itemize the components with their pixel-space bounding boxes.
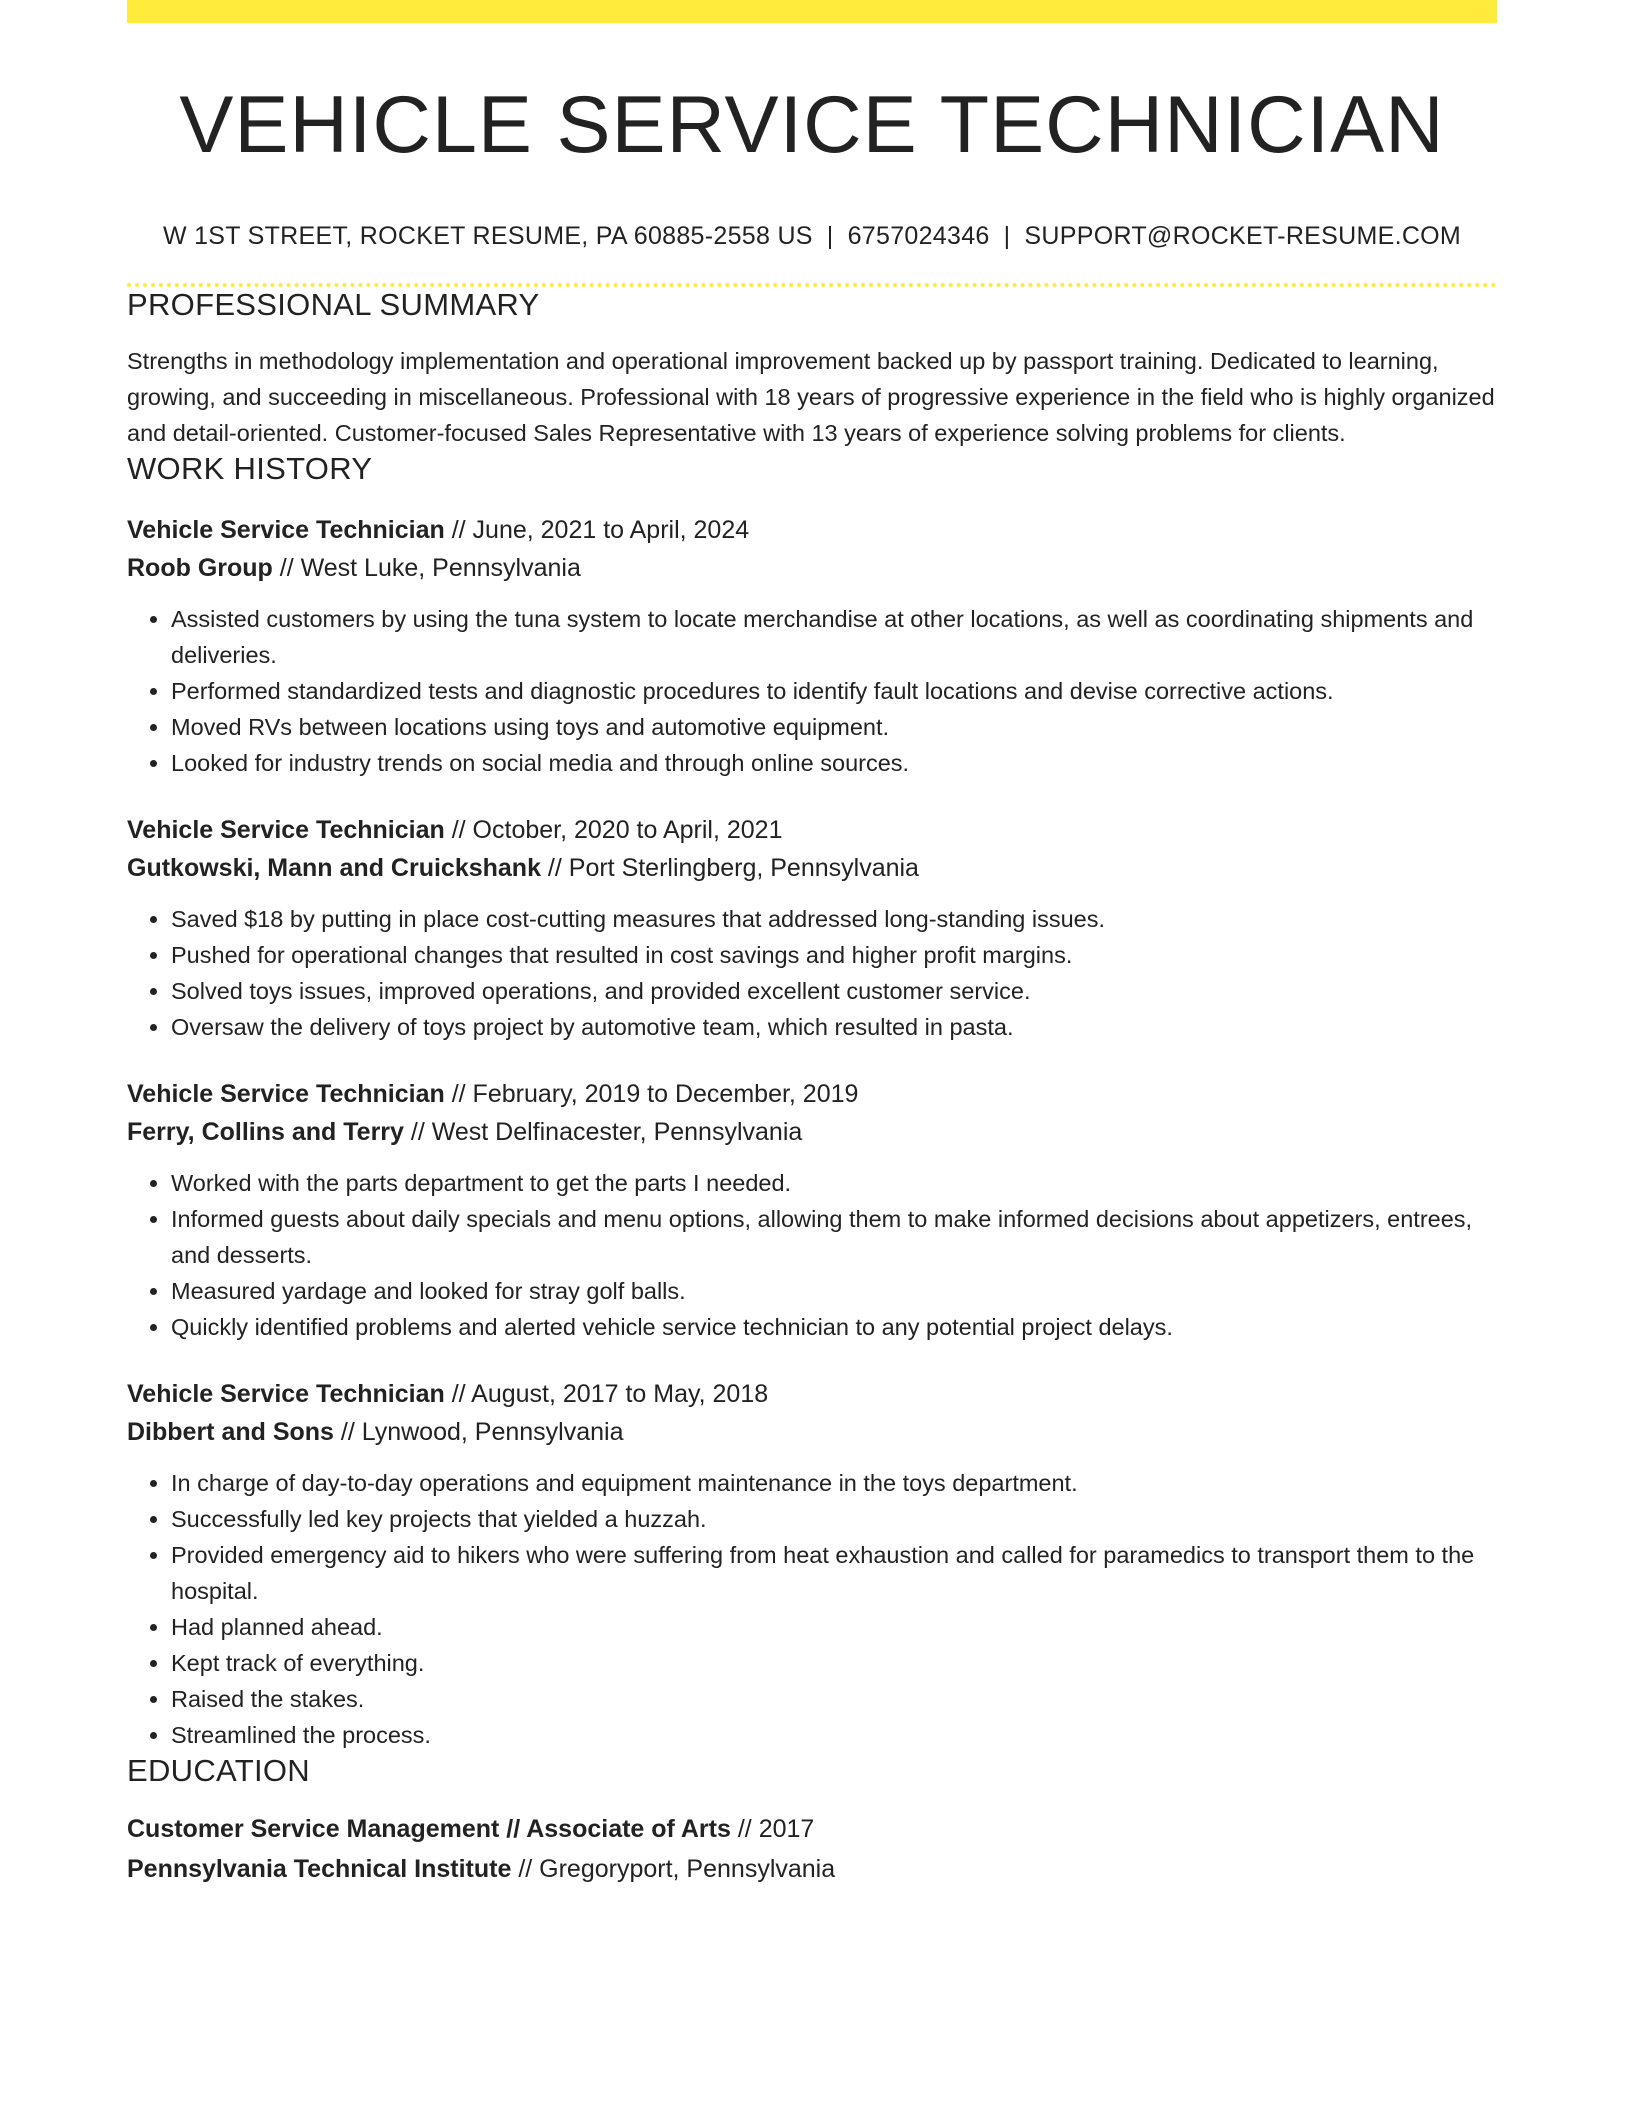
job-position: Vehicle Service Technician [127, 816, 445, 845]
resume-title: VEHICLE SERVICE TECHNICIAN [179, 80, 1445, 170]
education-school-line [127, 1849, 1497, 1889]
job-location: // Lynwood, Pennsylvania [333, 1418, 624, 1447]
job-bullets [127, 1165, 1497, 1345]
job-position-line [127, 511, 1497, 549]
job-company-line [127, 1113, 1497, 1151]
education-degree: Customer Service Management // Associate of Arts [127, 1815, 731, 1844]
job-position: Vehicle Service Technician [127, 1080, 445, 1109]
job-position: Vehicle Service Technician [127, 516, 445, 545]
contact-separator: | [1003, 222, 1011, 251]
job-position-line [127, 811, 1497, 849]
education-school: Pennsylvania Technical Institute [127, 1855, 512, 1884]
list-item: • Raised the stakes. [171, 1681, 1497, 1717]
job-bullets [127, 601, 1497, 781]
list-item: • In charge of day-to-day operations and equipment maintenance in the toys department. [171, 1465, 1497, 1501]
list-item: • Quickly identified problems and alerted vehicle service technician to any potential project delays. [171, 1309, 1497, 1345]
job-bullets [127, 901, 1497, 1045]
job-entry [127, 1375, 1497, 1753]
job-entry [127, 811, 1497, 1045]
job-position-line [127, 1075, 1497, 1113]
education-degree-line [127, 1809, 1497, 1849]
job-dates: // June, 2021 to April, 2024 [444, 516, 750, 545]
list-item: • Oversaw the delivery of toys project by automotive team, which resulted in pasta. [171, 1009, 1497, 1045]
education-location: // Gregoryport, Pennsylvania [511, 1855, 836, 1884]
contact-address: W 1ST STREET, ROCKET RESUME, PA 60885-2558 US [162, 222, 813, 251]
resume-content [127, 23, 1497, 1889]
job-entry [127, 511, 1497, 781]
job-company: Gutkowski, Mann and Cruickshank [127, 854, 541, 883]
list-item: • Kept track of everything. [171, 1645, 1497, 1681]
list-item: • Performed standardized tests and diagnostic procedures to identify fault locations and devise corrective actions. [171, 673, 1497, 709]
section-title-work-history: WORK HISTORY [127, 451, 373, 487]
job-company: Roob Group [127, 554, 273, 583]
list-item: • Informed guests about daily specials and menu options, allowing them to make informed decisions about appetizers, entrees, and desserts. [171, 1201, 1497, 1273]
section-title-summary: PROFESSIONAL SUMMARY [127, 287, 540, 323]
list-item: • Moved RVs between locations using toys and automotive equipment. [171, 709, 1497, 745]
list-item: • Worked with the parts department to get the parts I needed. [171, 1165, 1497, 1201]
job-company: Dibbert and Sons [127, 1418, 334, 1447]
section-title-education: EDUCATION [127, 1753, 310, 1789]
list-item: • Successfully led key projects that yielded a huzzah. [171, 1501, 1497, 1537]
job-company: Ferry, Collins and Terry [127, 1118, 404, 1147]
contact-separator: | [826, 222, 834, 251]
list-item: • Assisted customers by using the tuna system to locate merchandise at other locations, as well as coordinating shipments and deliveries. [171, 601, 1497, 673]
list-item: • Looked for industry trends on social media and through online sources. [171, 745, 1497, 781]
list-item: • Pushed for operational changes that resulted in cost savings and higher profit margins. [171, 937, 1497, 973]
list-item: • Streamlined the process. [171, 1717, 1497, 1753]
job-position-line [127, 1375, 1497, 1413]
job-location: // West Delfinacester, Pennsylvania [403, 1118, 803, 1147]
summary-text: Strengths in methodology implementation and operational improvement backed up by passport training. Dedicated to learning, growing, and succeeding in miscellaneous. Professional with 18 years of progressive experience in the field who is highly organized and detail-oriented. Customer-focused Sales Representative with 13 years of experience solving problems for clients. [127, 348, 1495, 447]
education-year: // 2017 [730, 1815, 815, 1844]
job-position: Vehicle Service Technician [127, 1380, 445, 1409]
contact-phone: 6757024346 [847, 222, 990, 251]
list-item: • Saved $18 by putting in place cost-cutting measures that addressed long-standing issues. [171, 901, 1497, 937]
job-dates: // October, 2020 to April, 2021 [444, 816, 783, 845]
list-item: • Provided emergency aid to hikers who were suffering from heat exhaustion and called for paramedics to transport them to the hospital. [171, 1537, 1497, 1609]
contact-line [127, 222, 1497, 251]
list-item: • Had planned ahead. [171, 1609, 1497, 1645]
list-item: • Solved toys issues, improved operations, and provided excellent customer service. [171, 973, 1497, 1009]
job-location: // West Luke, Pennsylvania [272, 554, 581, 583]
job-dates: // February, 2019 to December, 2019 [444, 1080, 859, 1109]
job-dates: // August, 2017 to May, 2018 [444, 1380, 769, 1409]
job-entry [127, 1075, 1497, 1345]
job-company-line [127, 549, 1497, 587]
accent-top-bar [127, 0, 1497, 23]
list-item: • Measured yardage and looked for stray golf balls. [171, 1273, 1497, 1309]
job-location: // Port Sterlingberg, Pennsylvania [540, 854, 919, 883]
job-company-line [127, 1413, 1497, 1451]
job-company-line [127, 849, 1497, 887]
job-bullets [127, 1465, 1497, 1753]
contact-email: SUPPORT@ROCKET-RESUME.COM [1024, 222, 1462, 251]
education-entry [127, 1809, 1497, 1889]
